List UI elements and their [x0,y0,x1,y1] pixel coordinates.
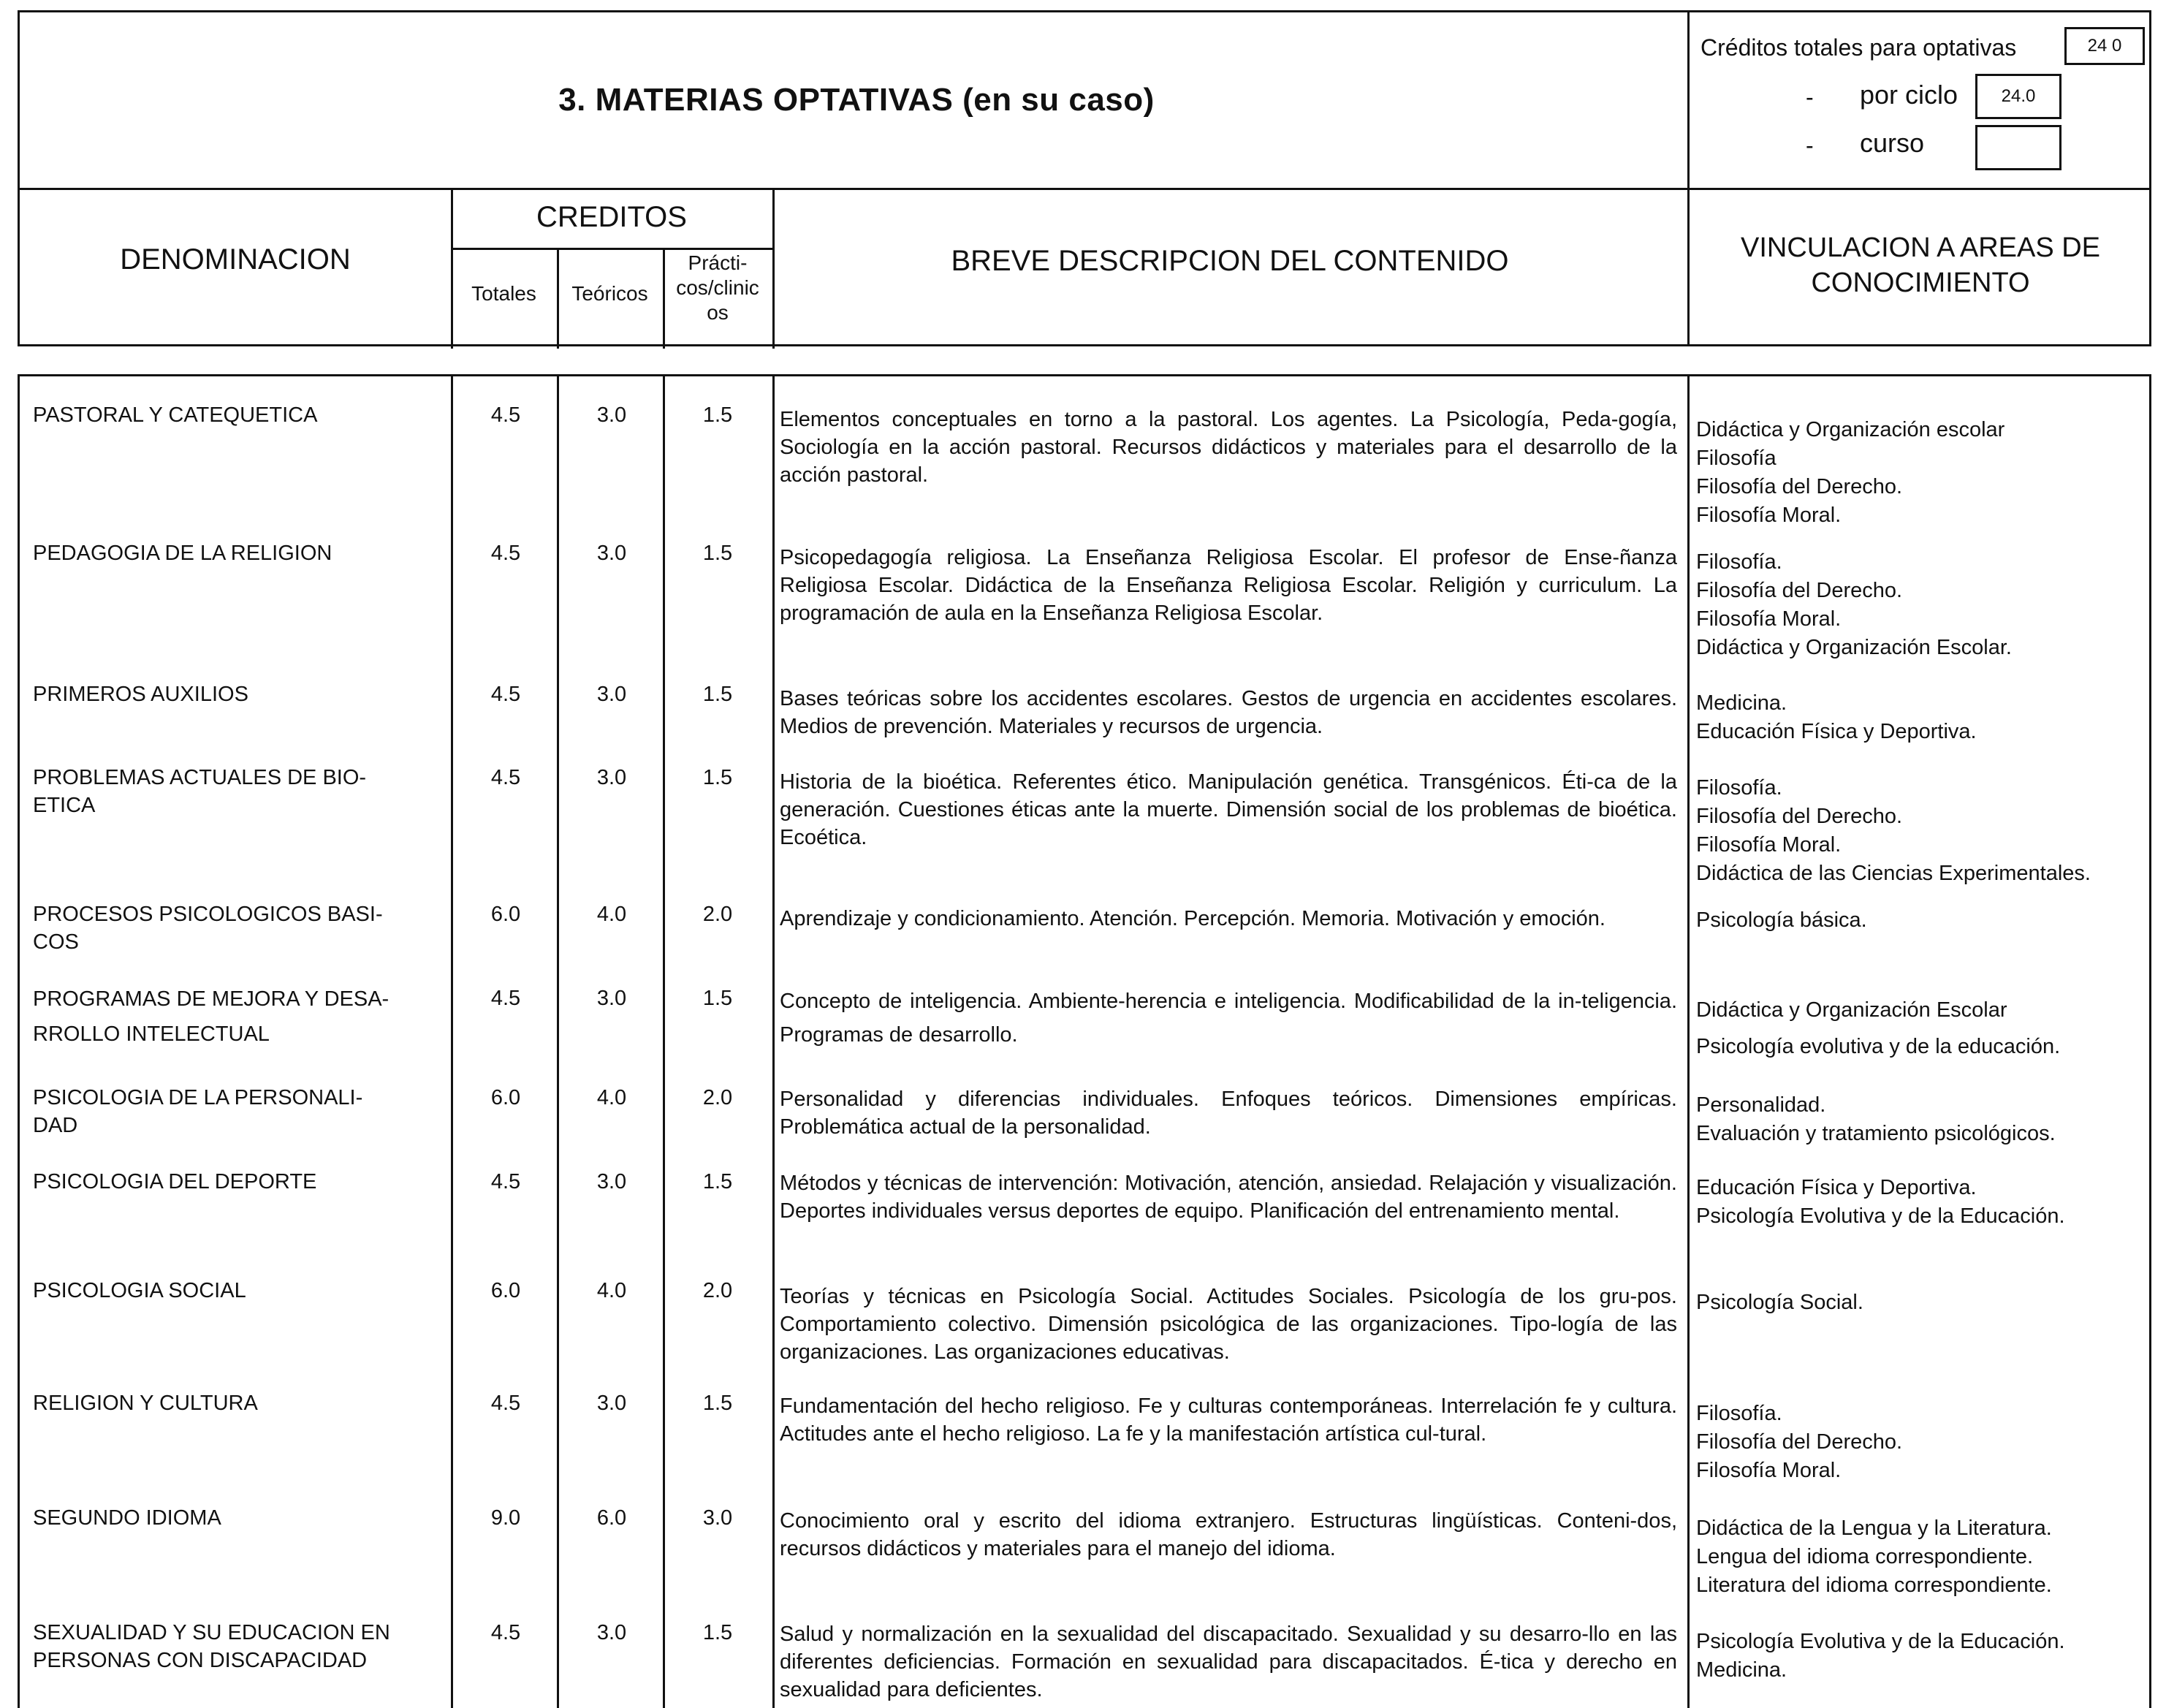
credits-theory: 3.0 [596,1392,627,1415]
col-creditos: CREDITOS [536,201,687,233]
credits-practice: 1.5 [702,683,733,706]
credits-total: 6.0 [490,1279,521,1302]
credits-practice: 1.5 [702,987,733,1010]
subject-description: Bases teóricas sobre los accidentes escolares. Gestos de urgencia en accidentes escolares. Medios de prevención. Materiales y recursos de urgencia. [780,687,1677,738]
credits-theory: 3.0 [596,683,627,706]
creditos-totales-label: Créditos totales para optativas [1700,34,2017,61]
knowledge-areas [1696,416,2149,530]
por-ciclo-dash: - [1806,84,1814,110]
knowledge-areas [1696,1628,2149,1685]
credits-theory: 3.0 [596,1170,627,1193]
credits-total: 6.0 [490,1086,521,1109]
knowledge-areas [1696,689,2149,746]
credits-theory: 4.0 [596,903,627,926]
subject-description: Conocimiento oral y escrito del idioma extranjero. Estructuras lingüísticas. Conteni-dos, recursos didácticos y materiales para el manejo del idioma. [780,1509,1677,1560]
area-item: Didáctica y Organización Escolar [1696,998,2007,1022]
subject-name: PASTORAL Y CATEQUETICA [33,403,318,427]
col-totales: Totales [471,282,536,305]
creditos-totales-value: 24 0 [2064,27,2145,65]
credits-practice: 1.5 [702,542,733,565]
credits-total: 4.5 [490,403,521,427]
subject-name: RELIGION Y CULTURA [33,1392,258,1415]
subject-name: PROGRAMAS DE MEJORA Y DESA- RROLLO INTELECTUAL [33,987,390,1046]
credits-theory: 4.0 [596,1279,627,1302]
area-item: Didáctica y Organización Escolar. [1696,636,2012,659]
subject-description: Salud y normalización en la sexualidad del discapacitado. Sexualidad y su desarro-llo en las diferentes deficiencias. Formación en sexualidad para discapacitados. É-tica y derecho en sexualidad para deficientes. [780,1622,1677,1701]
area-item: Literatura del idioma correspondiente. [1696,1574,2052,1597]
table-body [18,374,2151,1708]
knowledge-areas [1696,1091,2149,1148]
credits-practice: 2.0 [702,1279,733,1302]
area-item: Filosofía Moral. [1696,833,1842,857]
subject-name: SEXUALIDAD Y SU EDUCACION EN PERSONAS CON DISCAPACIDAD [33,1621,390,1672]
area-item: Filosofía [1696,447,1776,470]
area-item: Filosofía del Derecho. [1696,805,1903,828]
curso-value [1975,125,2062,170]
subject-description: Historia de la bioética. Referentes ético. Manipulación genética. Transgénicos. Éti-ca de la generación. Cuestiones éticas ante la muerte. Dimensión social de los problemas de bioética. Ecoética. [780,770,1677,849]
area-item: Filosofía del Derecho. [1696,579,1903,602]
col-descripcion: BREVE DESCRIPCION DEL CONTENIDO [951,245,1509,277]
subject-description: Elementos conceptuales en torno a la pastoral. Los agentes. La Psicología, Peda-gogía, Sociología en la acción pastoral. Recursos didácticos y materiales para el desarrollo de la acción pastoral. [780,408,1677,487]
credits-theory: 3.0 [596,542,627,565]
area-item: Medicina. [1696,1658,1787,1682]
area-item: Educación Física y Deportiva. [1696,720,1977,743]
area-item: Personalidad. [1696,1093,1826,1117]
subject-description: Métodos y técnicas de intervención: Motivación, atención, ansiedad. Relajación y visualización. Deportes individuales versus deportes de equipo. Planificación del entrenamiento mental. [780,1172,1677,1223]
subject-name: PSICOLOGIA DEL DEPORTE [33,1170,317,1193]
credits-total: 4.5 [490,987,521,1010]
col-denominacion: DENOMINACION [120,243,351,276]
subject-description: Personalidad y diferencias individuales. Enfoques teóricos. Dimensiones empíricas. Problemática actual de la personalidad. [780,1088,1677,1139]
subject-name: SEGUNDO IDIOMA [33,1506,221,1530]
subject-name: PEDAGOGIA DE LA RELIGION [33,542,332,565]
area-item: Evaluación y tratamiento psicológicos. [1696,1122,2056,1145]
knowledge-areas [1696,1400,2149,1485]
credits-theory: 3.0 [596,987,627,1010]
area-item: Didáctica y Organización escolar [1696,418,2005,441]
area-item: Filosofía. [1696,776,1782,800]
creditos-divider [451,248,772,250]
subject-description: Fundamentación del hecho religioso. Fe y culturas contemporáneas. Interrelación fe y cultura. Actitudes ante el hecho religioso. La fe y la manifestación artística cul-tural. [780,1394,1677,1446]
col-teoricos: Teóricos [571,282,648,305]
area-item: Filosofía del Derecho. [1696,475,1903,498]
col-practicos: Prácti- cos/clinic os [676,251,759,324]
credits-theory: 3.0 [596,766,627,789]
area-item: Didáctica de la Lengua y la Literatura. [1696,1517,2052,1540]
credits-total: 9.0 [490,1506,521,1530]
credits-practice: 2.0 [702,903,733,926]
body-vline [772,376,775,1708]
subject-name: PSICOLOGIA SOCIAL [33,1279,246,1302]
subject-description: Psicopedagogía religiosa. La Enseñanza Religiosa Escolar. El profesor de Ense-ñanza Religiosa Escolar. Didáctica de la Enseñanza Religiosa Escolar. Religión y curriculum. La programación de aula en la Enseñanza Religiosa Escolar. [780,546,1677,625]
credits-practice: 1.5 [702,403,733,427]
por-ciclo-label: por ciclo [1860,80,1958,110]
knowledge-areas [1696,548,2149,662]
credits-total: 4.5 [490,1621,521,1644]
area-item: Psicología básica. [1696,908,1867,932]
subject-name: PROBLEMAS ACTUALES DE BIO- ETICA [33,766,367,817]
area-item: Psicología Evolutiva y de la Educación. [1696,1630,2065,1653]
credits-total: 4.5 [490,1170,521,1193]
body-vline [663,376,665,1708]
area-item: Filosofía. [1696,1402,1782,1425]
page-title: 3. MATERIAS OPTATIVAS (en su caso) [558,82,1155,118]
header-divider [20,188,2149,190]
area-item: Lengua del idioma correspondiente. [1696,1545,2034,1568]
area-item: Filosofía del Derecho. [1696,1430,1903,1454]
subject-description: Teorías y técnicas en Psicología Social. Actitudes Sociales. Psicología de los gru-pos. Comportamiento colectivo. Dimensión psicológica de las organizaciones. Tipo-logía de las organizaciones. Las organizaciones educativas. [780,1285,1677,1364]
credits-total: 6.0 [490,903,521,926]
knowledge-areas [1696,774,2149,888]
curso-dash: - [1806,132,1814,159]
credits-practice: 1.5 [702,1621,733,1644]
knowledge-areas [1696,906,2149,935]
subject-description: Concepto de inteligencia. Ambiente-herencia e inteligencia. Modificabilidad de la in-teligencia. Programas de desarrollo. [780,990,1677,1047]
area-item: Filosofía Moral. [1696,607,1842,631]
area-item: Psicología Social. [1696,1291,1863,1314]
credits-theory: 3.0 [596,403,627,427]
col-vinculacion: VINCULACION A AREAS DE CONOCIMIENTO [1740,232,2101,298]
area-item: Filosofía. [1696,550,1782,574]
area-item: Medicina. [1696,691,1787,715]
credits-practice: 1.5 [702,1392,733,1415]
curso-label: curso [1860,128,1925,158]
area-item: Filosofía Moral. [1696,1459,1842,1482]
por-ciclo-value: 24.0 [1975,74,2062,119]
credits-practice: 2.0 [702,1086,733,1109]
table-header [18,10,2151,346]
area-item: Psicología Evolutiva y de la Educación. [1696,1204,2065,1228]
credits-total: 4.5 [490,766,521,789]
credits-practice: 1.5 [702,766,733,789]
body-vline [451,376,453,1708]
credits-theory: 4.0 [596,1086,627,1109]
credits-total: 4.5 [490,542,521,565]
body-vline [557,376,559,1708]
knowledge-areas [1696,992,2149,1065]
credits-practice: 3.0 [702,1506,733,1530]
knowledge-areas [1696,1174,2149,1231]
area-item: Psicología evolutiva y de la educación. [1696,1035,2061,1058]
knowledge-areas [1696,1288,2149,1317]
credits-theory: 3.0 [596,1621,627,1644]
credits-total: 4.5 [490,683,521,706]
knowledge-areas [1696,1514,2149,1600]
body-vline [1687,376,1690,1708]
subject-name: PSICOLOGIA DE LA PERSONALI- DAD [33,1086,363,1137]
subject-name: PRIMEROS AUXILIOS [33,683,248,706]
subject-name: PROCESOS PSICOLOGICOS BASI- COS [33,903,383,954]
credits-theory: 6.0 [596,1506,627,1530]
area-item: Educación Física y Deportiva. [1696,1176,1977,1199]
area-item: Didáctica de las Ciencias Experimentales. [1696,862,2091,885]
subject-description: Aprendizaje y condicionamiento. Atención. Percepción. Memoria. Motivación y emoción. [780,907,1606,930]
credits-total: 4.5 [490,1392,521,1415]
area-item: Filosofía Moral. [1696,504,1842,527]
credits-practice: 1.5 [702,1170,733,1193]
